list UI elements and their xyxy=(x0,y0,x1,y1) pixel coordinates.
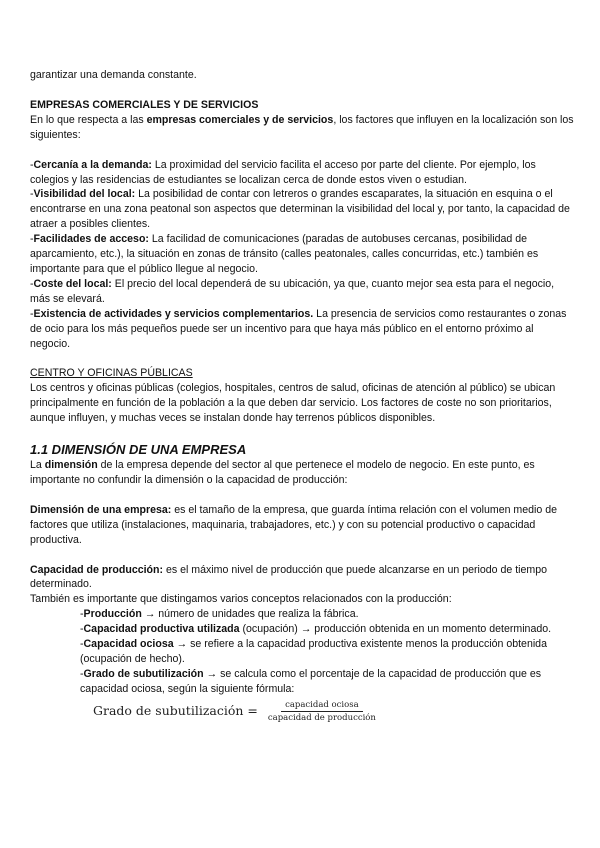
list-item: -Visibilidad del local: La posibilidad de contar con letreros o grandes escaparates, la situación en esquina o el encontrarse en una zona peatonal son aspectos que determinan la visibilidad del local y, por tanto, la capacidad de atraer a posibles clientes. xyxy=(30,188,570,231)
intro-line: garantizar una demanda constante. xyxy=(30,69,197,81)
concept-item: -Capacidad ociosa → se refiere a la capacidad productiva existente menos la producción obtenida (ocupación de hecho). xyxy=(80,638,547,665)
section-heading-dimension: 1.1 DIMENSIÓN DE UNA EMPRESA xyxy=(30,442,247,458)
concepts-intro: También es importante que distingamos varios conceptos relacionados con la producción: xyxy=(30,593,452,606)
concept-item: -Producción → número de unidades que realiza la fábrica. xyxy=(80,608,359,621)
subutilization-formula xyxy=(30,700,575,723)
definition-capacidad: Capacidad de producción: es el máximo nivel de producción que puede alcanzarse en un periodo de tiempo determinado. xyxy=(30,563,548,591)
concept-item: -Grado de subutilización → se calcula como el porcentaje de la capacidad de producción que es capacidad ociosa, según la siguiente fórmula: xyxy=(80,667,542,695)
comerciales-intro: En lo que respecta a las empresas comerciales y de servicios, los factores que influyen en la localización son los siguientes: xyxy=(30,113,574,141)
list-item: -Existencia de actividades y servicios complementarios. La presencia de servicios como restaurantes o zonas de ocio para los más pequeños puede ser un incentivo para que haya más público en el entorno próximo al negocio. xyxy=(30,307,567,350)
formula-denominator: capacidad de producción xyxy=(267,712,376,723)
definition-dimension: Dimensión de una empresa: es el tamaño de la empresa, que guarda íntima relación con el volumen medio de factores que utiliza (instalaciones, maquinaria, trabajadores, etc.) y con su potencial productivo o capacidad productiva. xyxy=(30,503,558,546)
section-heading-comerciales: EMPRESAS COMERCIALES Y DE SERVICIOS xyxy=(30,98,259,111)
formula-lhs: Grado de subutilización = xyxy=(93,702,258,718)
document-page xyxy=(30,68,575,723)
dimension-intro: La dimensión de la empresa depende del sector al que pertenece el modelo de negocio. En este punto, es importante no confundir la dimensión o la capacidad de producción: xyxy=(30,459,535,486)
formula-fraction xyxy=(264,700,380,723)
section-heading-centros: CENTRO Y OFICINAS PÚBLICAS xyxy=(30,367,193,380)
formula-numerator: capacidad ociosa xyxy=(281,700,363,712)
centros-text: Los centros y oficinas públicas (colegios, hospitales, centros de salud, oficinas de atención al público) se ubican principalmente en función de la población a la que deben dar servicio. Los factores de coste no son prioritarios, aunque influyen, y muchas veces se instalan donde hay terrenos públicos disponibles. xyxy=(30,382,556,425)
list-item: -Cercanía a la demanda: La proximidad del servicio facilita el acceso por parte del cliente. Por ejemplo, los colegios y las residencias de estudiantes se localizan cerca de donde estos viven o estudian. xyxy=(30,158,536,186)
list-item: -Facilidades de acceso: La facilidad de comunicaciones (paradas de autobuses cercanas, posibilidad de aparcamiento, etc.), la situación en zonas de tránsito (calles peatonales, calles concurridas, etc.) también es importante para que el público llegue al negocio. xyxy=(30,233,539,275)
concept-item: -Capacidad productiva utilizada (ocupación) → producción obtenida en un momento determinado. xyxy=(80,623,552,636)
list-item: -Coste del local: El precio del local dependerá de su ubicación, ya que, cuanto mejor sea esta para el negocio, más se elevará. xyxy=(30,277,555,305)
